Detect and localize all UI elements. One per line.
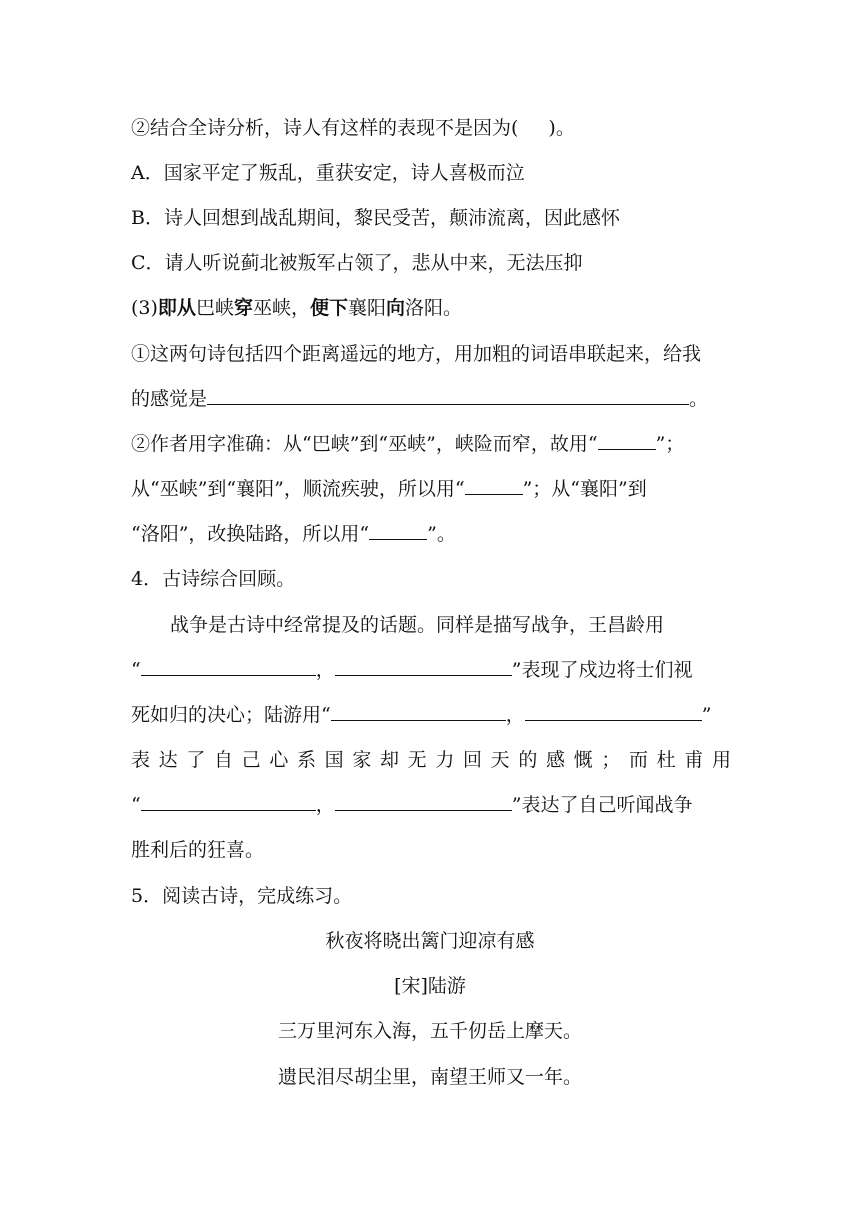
option-b: B．诗人回想到战乱期间，黎民受苦，颠沛流离，因此感怀 [131, 207, 620, 229]
q3-3-sub2-line1 [131, 431, 731, 457]
q4-line5 [131, 792, 731, 818]
bold-word-2: 穿 [233, 297, 253, 319]
sub2-text-1-end: ”； [655, 433, 685, 455]
poem-blank-1[interactable] [141, 657, 316, 676]
place-3: 襄阳 [348, 297, 387, 319]
q5-title: 5．阅读古诗，完成练习。 [131, 885, 353, 907]
poem-title: 秋夜将晓出篱门迎凉有感 [325, 930, 535, 952]
q3-2-stem-text: ②结合全诗分析，诗人有这样的表现不是因为( [131, 117, 519, 139]
q3-3-verse [131, 295, 731, 321]
q4-line5-end: ”表达了自己听闻战争 [511, 794, 693, 816]
close-quote: ” [701, 704, 712, 726]
sub2-text-3: “洛阳”，改换陆路，所以用“ [131, 523, 370, 545]
word-blank-2[interactable] [465, 476, 523, 495]
q3-3-sub2-line3 [131, 521, 731, 547]
open-quote: “ [131, 794, 141, 816]
q4-line2 [131, 657, 731, 683]
option-c: C．请人听说蓟北被叛军占领了，悲从中来，无法压抑 [131, 252, 583, 274]
comma: ， [505, 704, 525, 726]
poem-blank-4[interactable] [525, 702, 702, 721]
option-a: A．国家平定了叛乱，重获安定，诗人喜极而泣 [131, 162, 525, 184]
sub2-text-2-end: ”；从“襄阳”到 [522, 478, 647, 500]
q3-2-stem-end: )。 [548, 117, 575, 139]
place-2: 巫峡， [252, 297, 310, 319]
word-blank-3[interactable] [369, 521, 427, 540]
word-blank-1[interactable] [598, 431, 656, 450]
place-1: 巴峡 [195, 297, 234, 319]
poem-blank-5[interactable] [141, 792, 316, 811]
q3-3-sub2-line2 [131, 476, 731, 502]
q4-line2-end: ”表现了戍边将士们视 [511, 659, 693, 681]
q4-line4: 表达了自己心系国家却无力回天的感慨；而杜甫用 [131, 749, 731, 771]
sub1-end: 。 [689, 388, 709, 410]
feeling-answer-blank[interactable] [207, 386, 689, 405]
q3-3-sub1-line1: ①这两句诗包括四个距离遥远的地方，用加粗的词语串联起来，给我 [131, 343, 702, 365]
q3-3-number: (3) [131, 297, 158, 319]
comma: ， [315, 659, 335, 681]
q4-line3 [131, 702, 731, 728]
bold-word-4: 向 [386, 297, 406, 319]
sub2-text-3-end: ”。 [427, 523, 456, 545]
poem-verse-2: 遗民泪尽胡尘里，南望王师又一年。 [277, 1066, 582, 1088]
q4-line1: 战争是古诗中经常提及的话题。同样是描写战争，王昌龄用 [170, 614, 665, 636]
poem-blank-3[interactable] [331, 702, 506, 721]
sub2-text-1: ②作者用字准确：从“巴峡”到“巫峡”，峡险而窄，故用“ [131, 433, 598, 455]
poem-author: [宋]陆游 [394, 975, 466, 997]
comma: ， [315, 794, 335, 816]
place-4: 洛阳。 [405, 297, 463, 319]
q4-line3-start: 死如归的决心；陆游用“ [131, 704, 331, 726]
q3-3-sub1-line2 [131, 386, 731, 412]
poem-blank-2[interactable] [335, 657, 512, 676]
sub1-label: 的感觉是 [131, 388, 208, 410]
bold-word-3: 便下 [309, 297, 348, 319]
q3-2-stem [131, 115, 731, 141]
q4-line6: 胜利后的狂喜。 [131, 839, 265, 861]
poem-blank-6[interactable] [335, 792, 512, 811]
open-quote: “ [131, 659, 141, 681]
sub2-text-2: 从“巫峡”到“襄阳”，顺流疾驶，所以用“ [131, 478, 465, 500]
q4-title: 4．古诗综合回顾。 [131, 568, 296, 590]
bold-word-1: 即从 [157, 297, 196, 319]
poem-verse-1: 三万里河东入海，五千仞岳上摩天。 [277, 1020, 582, 1042]
